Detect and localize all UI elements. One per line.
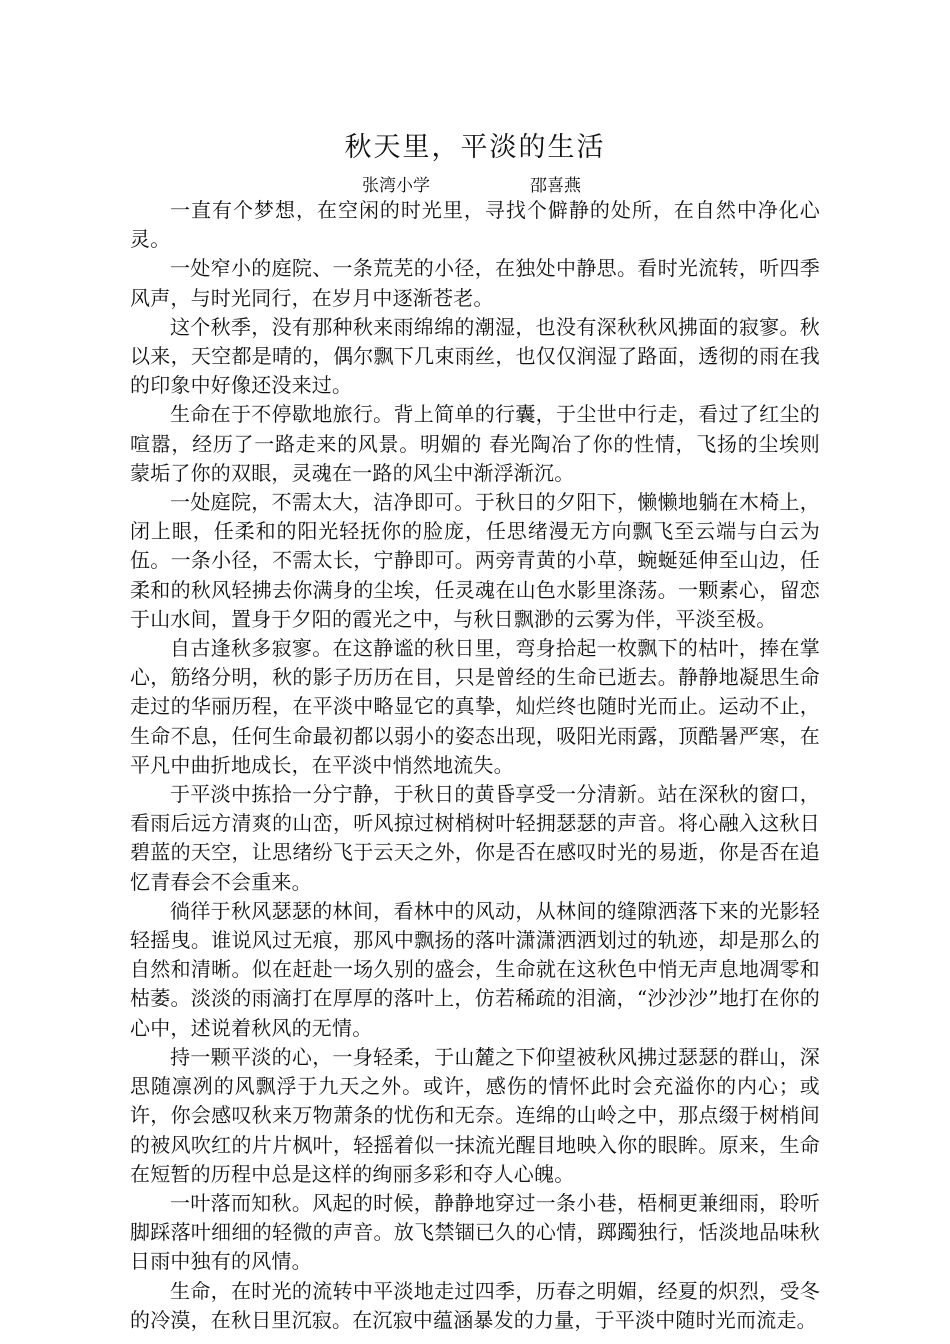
paragraph: 生命，在时光的流转中平淡地走过四季，历春之明媚，经夏的炽烈，受冬的冷漠，在秋日里沉寂。在沉寂中蕴涵暴发的力量，于平淡中随时光而流走。	[130, 1278, 820, 1332]
byline	[362, 174, 581, 198]
paragraph: 这个秋季，没有那种秋来雨绵绵的潮湿，也没有深秋秋风拂面的寂寥。秋以来，天空都是晴的，偶尔飘下几束雨丝，也仅仅润湿了路面，透彻的雨在我的印象中好像还没来过。	[130, 314, 820, 398]
school-name: 张湾小学	[362, 176, 430, 196]
paragraph: 一直有个梦想，在空闲的时光里，寻找个僻静的处所，在自然中净化心灵。	[130, 198, 820, 252]
paragraph: 生命在于不停歇地旅行。背上简单的行囊，于尘世中行走，看过了红尘的喧嚣，经历了一路走来的风景。明媚的 春光陶冶了你的性情，飞扬的尘埃则蒙垢了你的双眼，灵魂在一路的风尘中渐浮渐沉。	[130, 402, 820, 485]
paragraph: 自古逢秋多寂寥。在这静谧的秋日里，弯身拾起一枚飘下的枯叶，捧在掌心，筋络分明，秋的影子历历在目，只是曾经的生命已逝去。静静地凝思生命走过的华丽历程，在平淡中略显它的真挚，灿烂终也随时光而止。运动不止，生命不息，任何生命最初都以弱小的姿态出现，吸阳光雨露，顶酷暑严寒，在平凡中曲折地成长，在平淡中悄然地流失。	[130, 636, 820, 777]
author-name: 邵喜燕	[530, 176, 581, 196]
paragraph: 一处庭院，不需太大，洁净即可。于秋日的夕阳下，懒懒地躺在木椅上，闭上眼，任柔和的阳光轻抚你的脸庞，任思绪漫无方向飘飞至云端与白云为伍。一条小径，不需太长，宁静即可。两旁青黄的小草，蜿蜒延伸至山边，任柔和的秋风轻拂去你满身的尘埃，任灵魂在山色水影里涤荡。一颗素心，留恋于山水间，置身于夕阳的霞光之中，与秋日飘渺的云雾为伴，平淡至极。	[130, 490, 820, 631]
paragraph: 一处窄小的庭院、一条荒芜的小径，在独处中静思。看时光流转，听四季风声，与时光同行，在岁月中逐渐苍老。	[130, 256, 820, 310]
paragraph: 一叶落而知秋。风起的时候，静静地穿过一条小巷，梧桐更兼细雨，聆听脚踩落叶细细的轻微的声音。放飞禁锢已久的心情，踯躅独行，恬淡地品味秋日雨中独有的风情。	[130, 1190, 820, 1274]
paragraph: 徜徉于秋风瑟瑟的林间，看林中的风动，从林间的缝隙洒落下来的光影轻轻摇曳。谁说风过无痕，那风中飘扬的落叶潇潇洒洒划过的轨迹，却是那么的自然和清晰。似在赶赴一场久别的盛会，生命就在这秋色中悄无声息地凋零和枯萎。淡淡的雨滴打在厚厚的落叶上，仿若稀疏的泪滴，“沙沙沙”地打在你的心中，述说着秋风的无情。	[130, 898, 820, 1040]
paragraph: 持一颗平淡的心，一身轻柔，于山麓之下仰望被秋风拂过瑟瑟的群山，深思随凛冽的风飘浮于九天之外。或许，感伤的情怀此时会充溢你的内心；或许，你会感叹秋来万物萧条的忧伤和无奈。连绵的山岭之中，那点缀于树梢间的被风吹红的片片枫叶，轻摇着似一抹流光醒目地映入你的眼眸。原来，生命在短暂的历程中总是这样的绚丽多彩和夺人心魄。	[130, 1044, 820, 1186]
paragraph: 于平淡中拣拾一分宁静，于秋日的黄昏享受一分清新。站在深秋的窗口，看雨后远方清爽的山峦，听风掠过树梢树叶轻拥瑟瑟的声音。将心融入这秋日碧蓝的天空，让思绪纷飞于云天之外，你是否在感叹时光的易逝，你是否在追忆青春会不会重来。	[130, 782, 820, 894]
document-title: 秋天里，平淡的生活	[344, 132, 606, 163]
article-body	[130, 196, 820, 1335]
